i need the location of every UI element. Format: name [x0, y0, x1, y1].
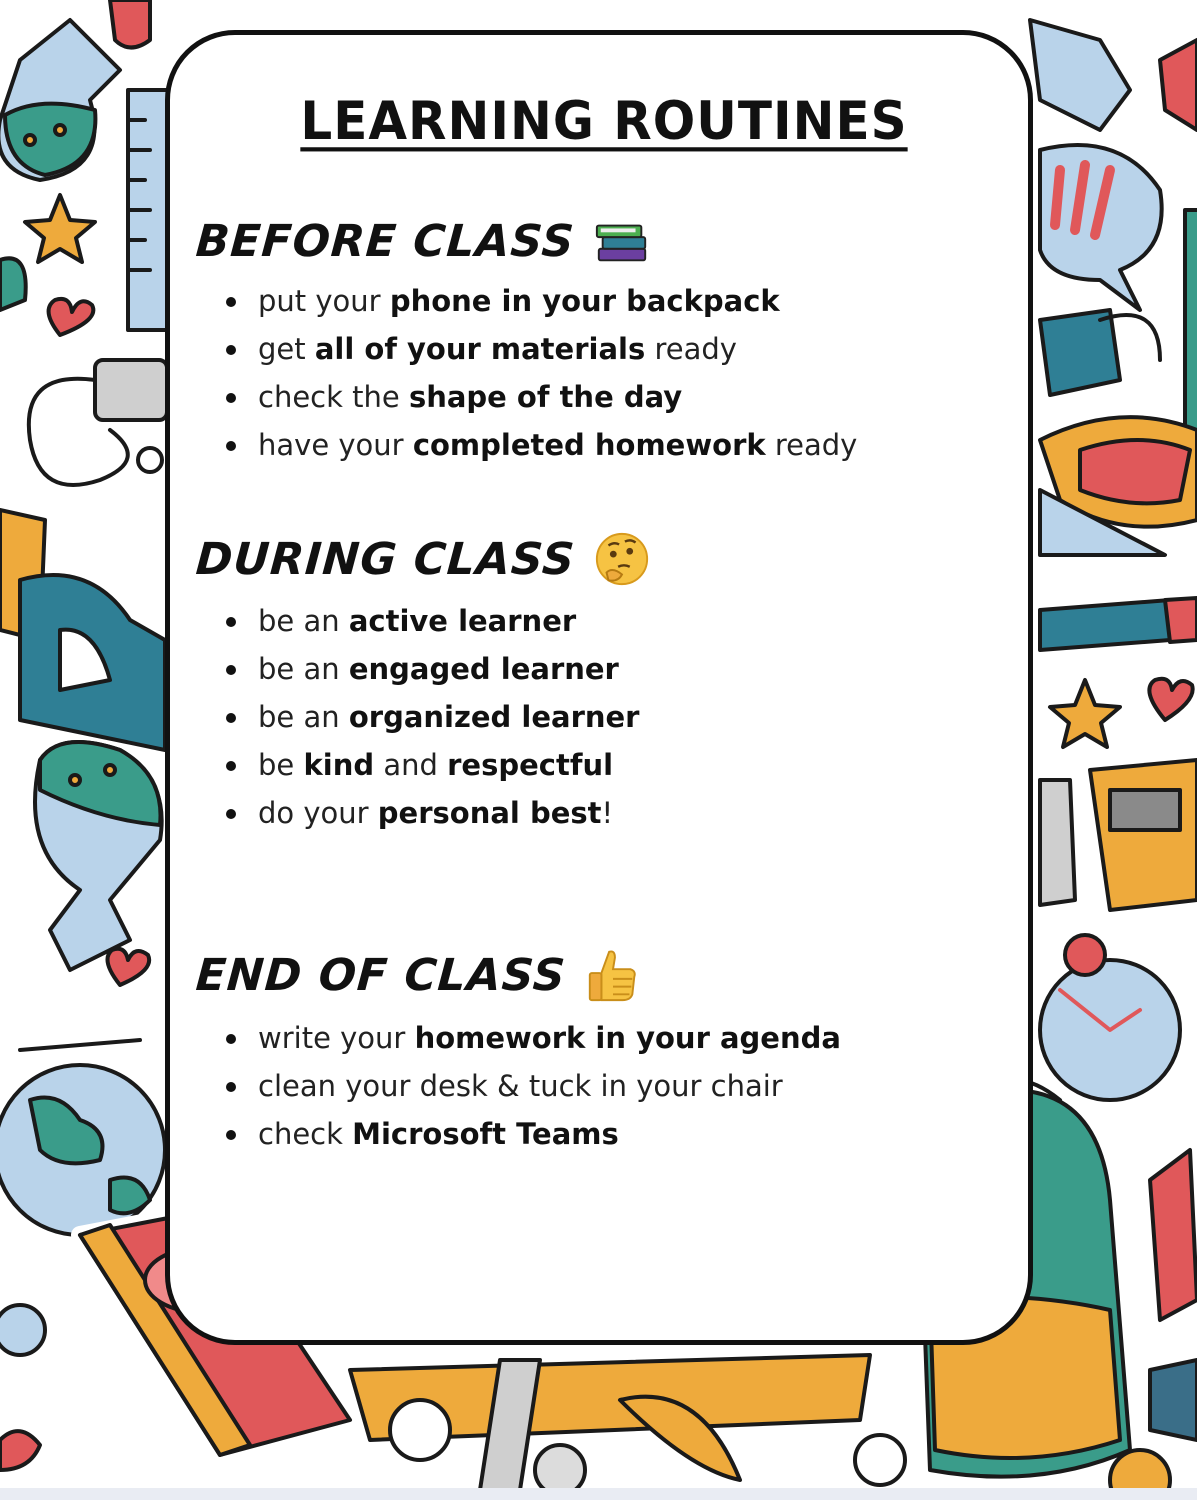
- star-icon: [25, 195, 95, 262]
- list-item: get all of your materials ready: [226, 325, 857, 373]
- list-item: have your completed homework ready: [226, 421, 857, 469]
- list-item: be an organized learner: [226, 693, 639, 741]
- section-heading-text: BEFORE CLASS: [194, 215, 577, 267]
- bottom-edge-strip: [0, 1488, 1197, 1500]
- flask-icon: [0, 20, 120, 180]
- section-heading-text: DURING CLASS: [194, 533, 577, 585]
- list-item: clean your desk & tuck in your chair: [226, 1062, 841, 1110]
- heart-icon: [49, 299, 94, 335]
- speech-bubble-icon: [1040, 145, 1162, 310]
- list-item: check the shape of the day: [226, 373, 857, 421]
- ruler-icon: [128, 90, 168, 330]
- section-heading-during-class: [196, 530, 651, 588]
- books-icon: [593, 212, 651, 270]
- section-heading-text: END OF CLASS: [194, 949, 568, 1001]
- list-item: write your homework in your agenda: [226, 1014, 841, 1062]
- list-item: do your personal best!: [226, 789, 639, 837]
- list-item: check Microsoft Teams: [226, 1110, 841, 1158]
- list-item: be an engaged learner: [226, 645, 639, 693]
- during-class-list: [226, 597, 639, 837]
- list-item: be an active learner: [226, 597, 639, 645]
- thinking-face-icon: [593, 530, 651, 588]
- set-square-icon: [20, 575, 165, 750]
- flask-icon: [35, 742, 162, 970]
- globe-icon: [0, 1040, 165, 1235]
- thumbs-up-icon: [584, 946, 642, 1004]
- list-item: put your phone in your backpack: [226, 277, 857, 325]
- section-heading-before-class: [196, 212, 651, 270]
- list-item: be kind and respectful: [226, 741, 639, 789]
- end-of-class-list: [226, 1014, 841, 1158]
- section-heading-end-of-class: [196, 946, 642, 1004]
- page-title: LEARNING ROUTINES: [300, 90, 908, 152]
- before-class-list: [226, 277, 857, 469]
